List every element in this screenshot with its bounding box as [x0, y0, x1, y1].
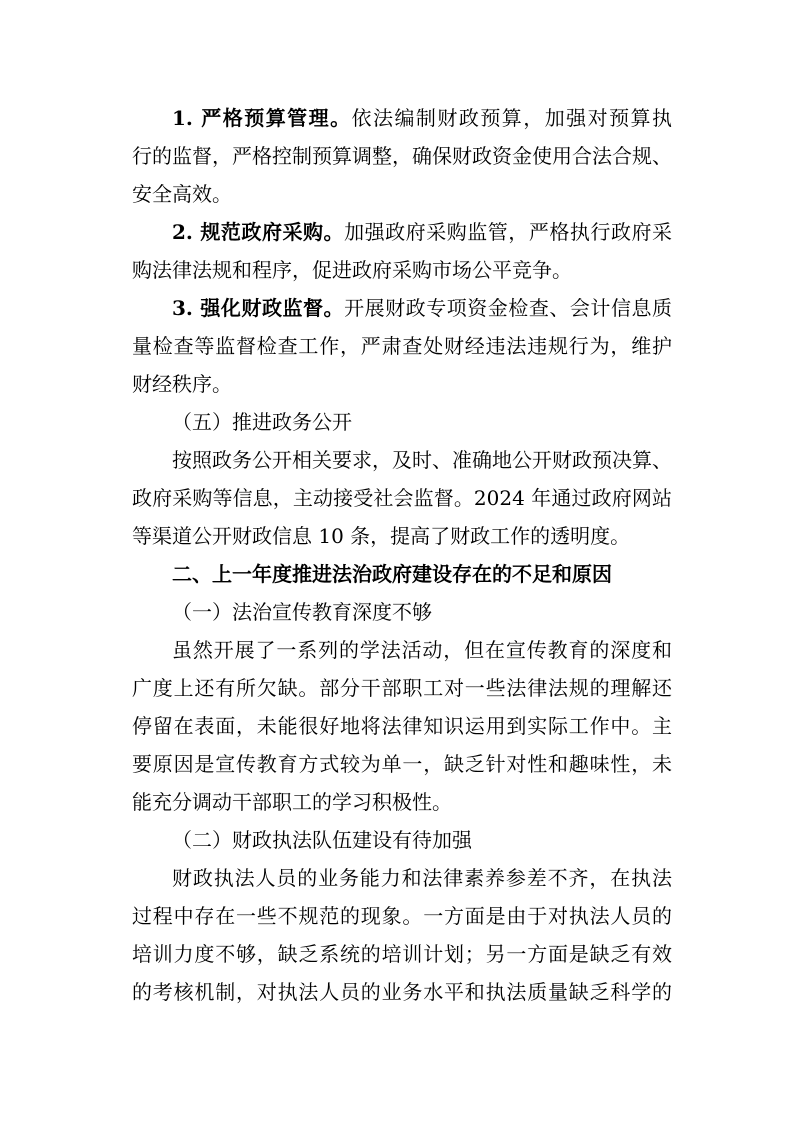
item-government-procurement [132, 213, 672, 289]
item-title: 2. 规范政府采购。 [172, 220, 345, 244]
text-line: 财经秩序。 [132, 372, 232, 396]
text-line: 财政执法人员的业务能力和法律素养参差不齐，在执法 [172, 866, 672, 890]
section-heading-two: 二、上一年度推进法治政府建设存在的不足和原因 [172, 562, 612, 586]
subheading-one: （一）法治宣传教育深度不够 [172, 600, 432, 624]
paragraph-government-affairs [132, 441, 672, 555]
text-line: 的考核机制，对执法人员的业务水平和执法质量缺乏科学的 [132, 980, 672, 1004]
item-budget-management [132, 99, 672, 213]
text-line: 政府采购等信息，主动接受社会监督。2024 年通过政府网站 [132, 486, 672, 510]
text-line: 按照政务公开相关要求，及时、准确地公开财政预决算、 [172, 448, 672, 472]
paragraph-enforcement-team [132, 859, 672, 1011]
text-line: 行的监督，严格控制预算调整，确保财政资金使用合法合规、 [132, 144, 672, 168]
item-text: 加强政府采购监管，严格执行政府采 [344, 220, 673, 244]
text-line: 量检查等监督检查工作，严肃查处财经违法违规行为，维护 [132, 334, 672, 358]
text-line: 培训力度不够，缺乏系统的培训计划；另一方面是缺乏有效 [132, 942, 672, 966]
text-line: 能充分调动干部职工的学习积极性。 [132, 790, 452, 814]
paragraph-legal-education [132, 631, 672, 821]
text-line: 广度上还有所欠缺。部分干部职工对一些法律法规的理解还 [132, 676, 672, 700]
text-line: 购法律法规和程序，促进政府采购市场公平竞争。 [132, 258, 572, 282]
item-title: 3. 强化财政监督。 [172, 296, 345, 320]
text-line: 过程中存在一些不规范的现象。一方面是由于对执法人员的 [132, 904, 672, 928]
text-line: 安全高效。 [132, 182, 232, 206]
subheading-two: （二）财政执法队伍建设有待加强 [172, 828, 472, 852]
item-title: 1. 严格预算管理。 [172, 106, 352, 130]
text-line: 要原因是宣传教育方式较为单一，缺乏针对性和趣味性，未 [132, 752, 672, 776]
item-text: 依法编制财政预算，加强对预算执 [351, 106, 673, 130]
text-line: 停留在表面，未能很好地将法律知识运用到实际工作中。主 [132, 714, 672, 738]
subheading-five: （五）推进政务公开 [172, 410, 352, 434]
item-text: 开展财政专项资金检查、会计信息质 [344, 296, 673, 320]
item-financial-supervision [132, 289, 672, 403]
text-line: 等渠道公开财政信息 10 条，提高了财政工作的透明度。 [132, 524, 631, 548]
text-line: 虽然开展了一系列的学法活动，但在宣传教育的深度和 [172, 638, 672, 662]
